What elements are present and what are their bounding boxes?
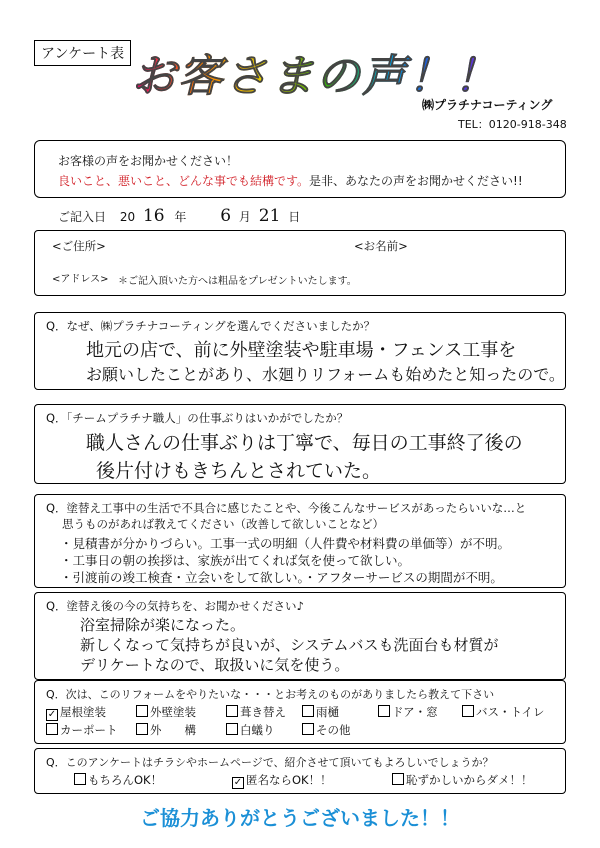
year-value[interactable]: 16 [142,206,165,226]
thanks-message: ご協力ありがとうございました！！ [140,806,460,830]
checkbox-icon[interactable] [136,723,148,735]
q5-option-label: 雨樋 [316,705,339,719]
q6-option-ok[interactable] [74,772,162,788]
q5-option-termite[interactable] [226,722,275,738]
intro-banner [34,140,566,198]
q6-option-label: もちろんOK！ [88,773,163,787]
q5-option-label: カーポート [60,723,118,737]
gift-note: ＊ご記入頂いた方へは粗品をプレゼントいたします。 [118,276,357,287]
q5-option-carport[interactable] [46,722,118,738]
q1-answer-line-2: お願いしたことがあり、水廻りリフォームも始めたと知ったので。 [86,365,565,384]
intro-request: 是非、あなたの声をお聞かせください!! [309,174,523,188]
checkbox-icon[interactable] [136,705,148,717]
q6-option-label: 恥ずかしいからダメ！！ [406,773,533,787]
q5-option-roof[interactable] [46,704,106,721]
q5-option-door[interactable] [378,704,438,720]
intro-highlight: 良いこと、悪いこと、どんな事でも結構です。 [58,174,310,188]
q2-question: Q．「チームプラチナ職人」の仕事ぶりはいかがでしたか？ [46,411,349,425]
page-title: お客さまの声！！ [132,40,500,104]
q5-option-reroof[interactable] [226,704,286,720]
q1-question: Q．なぜ、㈱プラチナコーティングを選んでくださいましたか？ [46,319,376,333]
checkbox-icon[interactable] [74,773,86,785]
q5-option-label: ドア・窓 [392,705,438,719]
email-label: <アドレス> [52,274,109,285]
q5-option-label: その他 [316,723,351,737]
checkbox-icon[interactable] [392,773,404,785]
day-unit: 日 [288,210,301,224]
q3-question-line-2: 思うものがあれば教えてください（改善して欲しいことなど） [62,517,384,531]
q4-question: Q．塗替え後の今の気持ちを、お聞かせください♪ [46,599,304,613]
checkbox-icon[interactable] [226,723,238,735]
address-label: <ご住所> [52,239,106,253]
q6-option-anonymous[interactable] [232,772,332,789]
q5-option-label: バス・トイレ [476,705,545,719]
q5-option-exterior[interactable] [136,722,196,738]
q1-answer-line-1: 地元の店で、前に外壁塗装や駐車場・フェンス工事を [86,340,517,361]
q5-option-label: 葺き替え [240,705,286,719]
q6-option-label: 匿名ならOK！！ [246,773,332,787]
date-row [58,206,300,226]
q4-answer-line-3: デリケートなので、取扱いに気を使う。 [80,656,350,674]
q2-answer-line-2: 後片付けもきちんとされていた。 [96,460,382,482]
q4-answer-line-1: 浴室掃除が楽になった。 [80,616,246,634]
q3-answer-line-3: ・引渡前の竣工検査・立会いをして欲しい。・アフターサービスの期間が不明。 [60,570,503,585]
date-label: ご記入日 [58,210,107,224]
q5-option-label: 白蟻り [240,723,275,737]
q2-answer-line-1: 職人さんの仕事ぶりは丁寧で、毎日の工事終了後の [86,432,523,454]
month-value[interactable]: 6 [220,206,232,226]
checkbox-icon[interactable] [302,705,314,717]
form-tag: アンケート表 [34,40,131,66]
q5-option-wall[interactable] [136,704,196,720]
company-name: ㈱プラチナコーティング [422,98,553,112]
name-label: <お名前> [354,239,408,253]
phone-number: TEL：0120-918-348 [458,118,567,131]
q6-question: Q．このアンケートはチラシやホームページで、紹介させて頂いてもよろしいでしょうか？ [46,756,494,769]
day-value[interactable]: 21 [258,206,281,226]
checkbox-icon[interactable] [226,705,238,717]
q6-option-no[interactable] [392,772,533,788]
q5-option-label: 外壁塗装 [150,705,196,719]
year-unit: 年 [174,210,187,224]
month-unit: 月 [238,210,251,224]
checkbox-icon[interactable] [378,705,390,717]
q5-option-gutter[interactable] [302,704,339,720]
intro-line-1: お客様の声をお聞かせください！ [58,154,239,168]
checkbox-checked-icon[interactable]: ✓ [47,709,57,720]
checkbox-icon[interactable] [46,723,58,735]
q5-question: Q．次は、このリフォームをやりたいな・・・とお考えのものがありましたら教えて下さい [46,688,495,701]
q5-option-label: 外 構 [150,723,196,737]
q3-question-line-1: Q．塗替え工事中の生活で不具合に感じたことや、今後こんなサービスがあったらいいな…と [46,501,527,515]
checkbox-icon[interactable] [302,723,314,735]
checkbox-icon[interactable] [462,705,474,717]
year-prefix: 20 [119,210,136,224]
q3-answer-line-1: ・見積書が分かりづらい。工事一式の明細（人件費や材料費の単価等）が不明。 [60,536,511,551]
intro-line-2 [58,172,523,189]
q5-option-other[interactable] [302,722,351,738]
q5-option-bath[interactable] [462,704,544,720]
q4-answer-line-2: 新しくなって気持ちが良いが、システムバスも洗面台も材質が [80,636,499,654]
checkbox-checked-icon[interactable]: ✓ [233,777,243,788]
q5-option-label: 屋根塗装 [60,705,106,719]
q3-answer-line-2: ・工事日の朝の挨拶は、家族が出てくれば気を使って欲しい。 [60,553,411,568]
